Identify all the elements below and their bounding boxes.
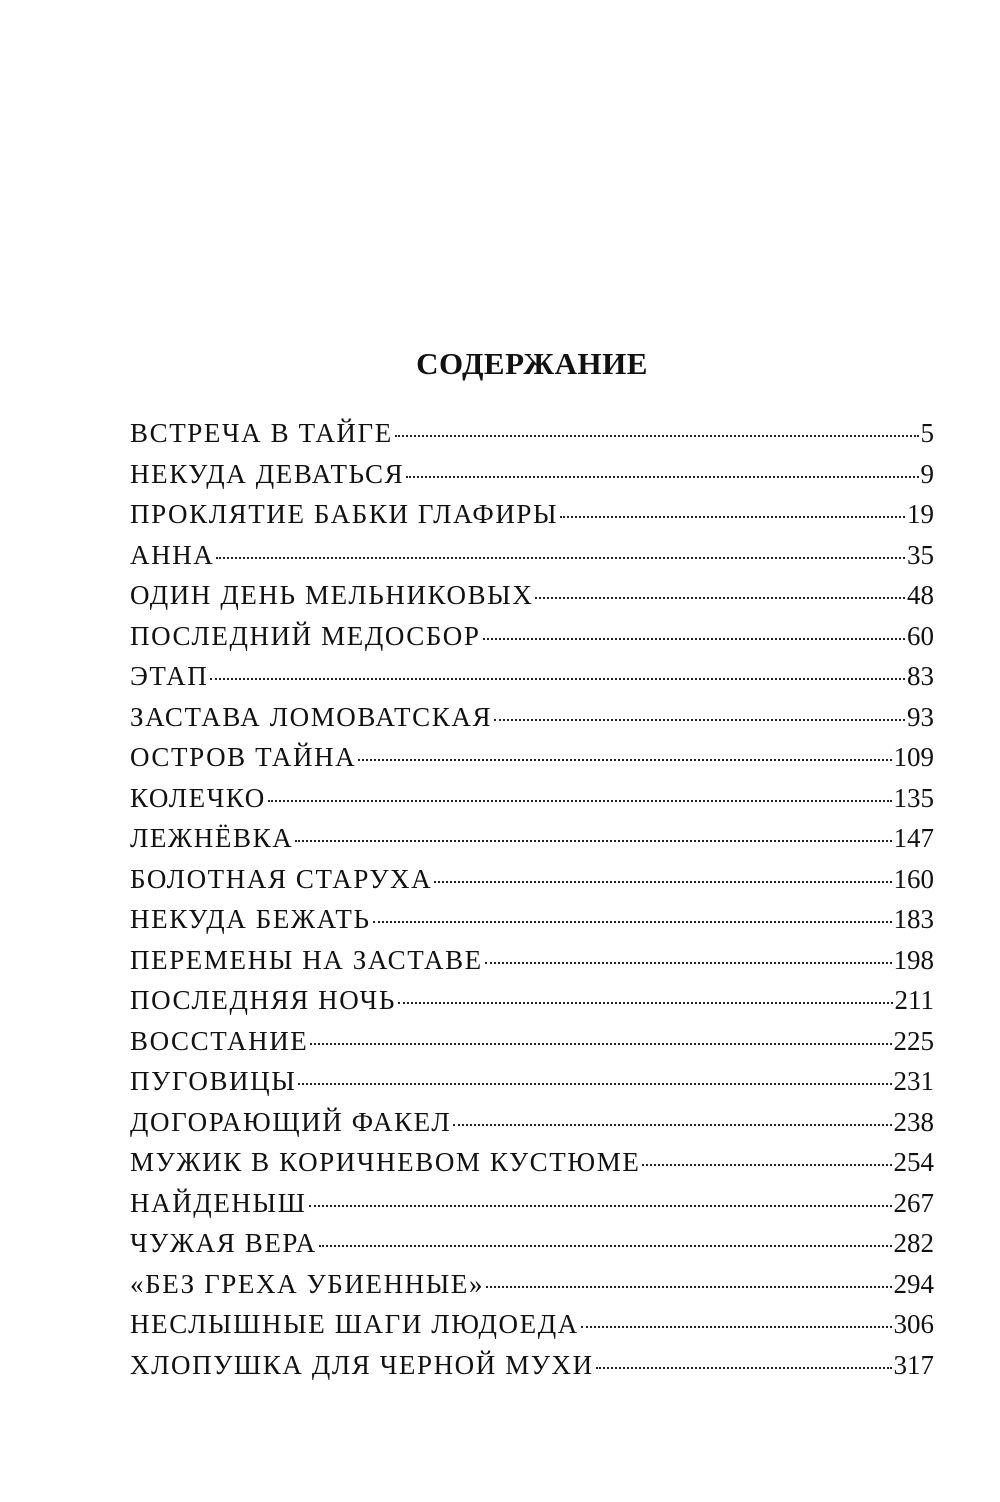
dot-leader — [483, 638, 905, 640]
toc-entry-title: НЕКУДА ДЕВАТЬСЯ — [130, 458, 405, 489]
toc-entry-page-number: 147 — [893, 823, 934, 853]
dot-leader — [494, 719, 905, 721]
toc-entry-title: ПЕРЕМЕНЫ НА ЗАСТАВЕ — [130, 944, 483, 975]
dot-leader — [319, 1245, 892, 1247]
dot-leader — [358, 759, 891, 761]
toc-entry-page-number: 83 — [907, 661, 934, 691]
toc-entry — [130, 459, 934, 500]
toc-entry-title: НАЙДЕНЫШ — [130, 1187, 307, 1218]
dot-leader — [581, 1326, 892, 1328]
toc-entry — [130, 823, 934, 864]
dot-leader — [453, 1124, 891, 1126]
page-title: СОДЕРЖАНИЕ — [416, 346, 648, 381]
toc-entry — [130, 1147, 934, 1188]
toc-entry — [130, 1066, 934, 1107]
toc-entry — [130, 945, 934, 986]
toc-entry-page-number: 282 — [893, 1228, 934, 1258]
toc-entry — [130, 1228, 934, 1269]
toc-entry-title: «БЕЗ ГРЕХА УБИЕННЫЕ» — [130, 1268, 485, 1299]
dot-leader — [216, 557, 905, 559]
toc-entry-title: ХЛОПУШКА ДЛЯ ЧЕРНОЙ МУХИ — [130, 1349, 594, 1380]
toc-entry-page-number: 267 — [893, 1187, 934, 1218]
toc-entry-page-number: 225 — [893, 1025, 934, 1056]
toc-entry-title: ПУГОВИЦЫ — [130, 1066, 297, 1096]
toc-entry-page-number: 35 — [907, 539, 934, 570]
toc-entry-page-number: 19 — [907, 499, 934, 529]
dot-leader — [486, 1286, 891, 1288]
toc-entry-page-number: 231 — [893, 1066, 934, 1096]
toc-entry-title: НЕКУДА БЕЖАТЬ — [130, 904, 371, 934]
toc-entry-title: БОЛОТНАЯ СТАРУХА — [130, 863, 433, 894]
toc-entry-title: ВСТРЕЧА В ТАЙГЕ — [130, 418, 393, 448]
toc-entry — [130, 985, 934, 1026]
dot-leader — [295, 840, 891, 842]
toc-entry-page-number: 160 — [893, 863, 934, 894]
toc-entry-page-number: 306 — [893, 1309, 934, 1339]
dot-leader — [309, 1205, 892, 1207]
dot-leader — [395, 435, 919, 437]
toc-entry-page-number: 238 — [893, 1106, 934, 1137]
toc-entry-title: ОДИН ДЕНЬ МЕЛЬНИКОВЫХ — [130, 580, 534, 610]
dot-leader — [535, 597, 905, 599]
toc-entry — [130, 1269, 934, 1310]
toc-entry — [130, 580, 934, 621]
toc-entry-title: ПОСЛЕДНЯЯ НОЧЬ — [130, 985, 396, 1015]
toc-entry-page-number: 5 — [920, 418, 934, 448]
toc-entry-title: МУЖИК В КОРИЧНЕВОМ КУСТЮМЕ — [130, 1147, 641, 1177]
toc-entry-page-number: 198 — [893, 944, 934, 975]
toc-entry-page-number: 60 — [907, 620, 934, 651]
toc-entry-title: ДОГОРАЮЩИЙ ФАКЕЛ — [130, 1106, 452, 1137]
toc-entry-title: ЧУЖАЯ ВЕРА — [130, 1228, 317, 1258]
toc-entry-page-number: 183 — [893, 904, 934, 934]
toc-entry-title: АННА — [130, 539, 215, 570]
dot-leader — [373, 921, 892, 923]
toc-entry-title: КОЛЕЧКО — [130, 782, 266, 813]
toc-entry — [130, 661, 934, 702]
dot-leader — [642, 1164, 891, 1166]
toc-entry-title: ПРОКЛЯТИЕ БАБКИ ГЛАФИРЫ — [130, 499, 559, 529]
toc-entry-title: ПОСЛЕДНИЙ МЕДОСБОР — [130, 620, 481, 651]
toc-entry-title: ЭТАП — [130, 661, 209, 691]
toc-entry — [130, 1026, 934, 1067]
toc-entry-page-number: 317 — [893, 1349, 934, 1380]
dot-leader — [298, 1083, 891, 1085]
dot-leader — [406, 476, 918, 478]
toc-entry-title: ЛЕЖНЁВКА — [130, 823, 294, 853]
toc-entry — [130, 864, 934, 905]
toc-entry-page-number: 9 — [920, 458, 934, 489]
toc-entry — [130, 1107, 934, 1148]
toc-entry-page-number: 135 — [893, 782, 934, 813]
toc-entry-title: ВОССТАНИЕ — [130, 1025, 309, 1056]
toc-entry — [130, 904, 934, 945]
toc-entry — [130, 702, 934, 743]
toc-entry-page-number: 211 — [894, 985, 934, 1015]
toc-entry-title: ЗАСТАВА ЛОМОВАТСКАЯ — [130, 701, 493, 732]
toc-entry — [130, 540, 934, 581]
toc-entry-page-number: 48 — [907, 580, 934, 610]
dot-leader — [210, 678, 905, 680]
toc-entry-page-number: 93 — [907, 701, 934, 732]
toc-entry-title: НЕСЛЫШНЫЕ ШАГИ ЛЮДОЕДА — [130, 1309, 579, 1339]
dot-leader — [268, 800, 892, 802]
toc-entry — [130, 1350, 934, 1391]
dot-leader — [560, 516, 905, 518]
dot-leader — [485, 962, 892, 964]
dot-leader — [310, 1043, 891, 1045]
toc-entry — [130, 499, 934, 540]
toc-entry — [130, 621, 934, 662]
toc-entry-title: ОСТРОВ ТАЙНА — [130, 742, 357, 772]
dot-leader — [398, 1002, 893, 1004]
dot-leader — [434, 881, 891, 883]
dot-leader — [596, 1367, 892, 1369]
toc-entry — [130, 1188, 934, 1229]
toc-entry — [130, 418, 934, 459]
toc-entry-page-number: 254 — [893, 1147, 934, 1177]
toc-entry — [130, 1309, 934, 1350]
table-of-contents — [130, 418, 934, 1390]
toc-entry-page-number: 109 — [893, 742, 934, 772]
toc-entry-page-number: 294 — [893, 1268, 934, 1299]
toc-entry — [130, 742, 934, 783]
toc-entry — [130, 783, 934, 824]
